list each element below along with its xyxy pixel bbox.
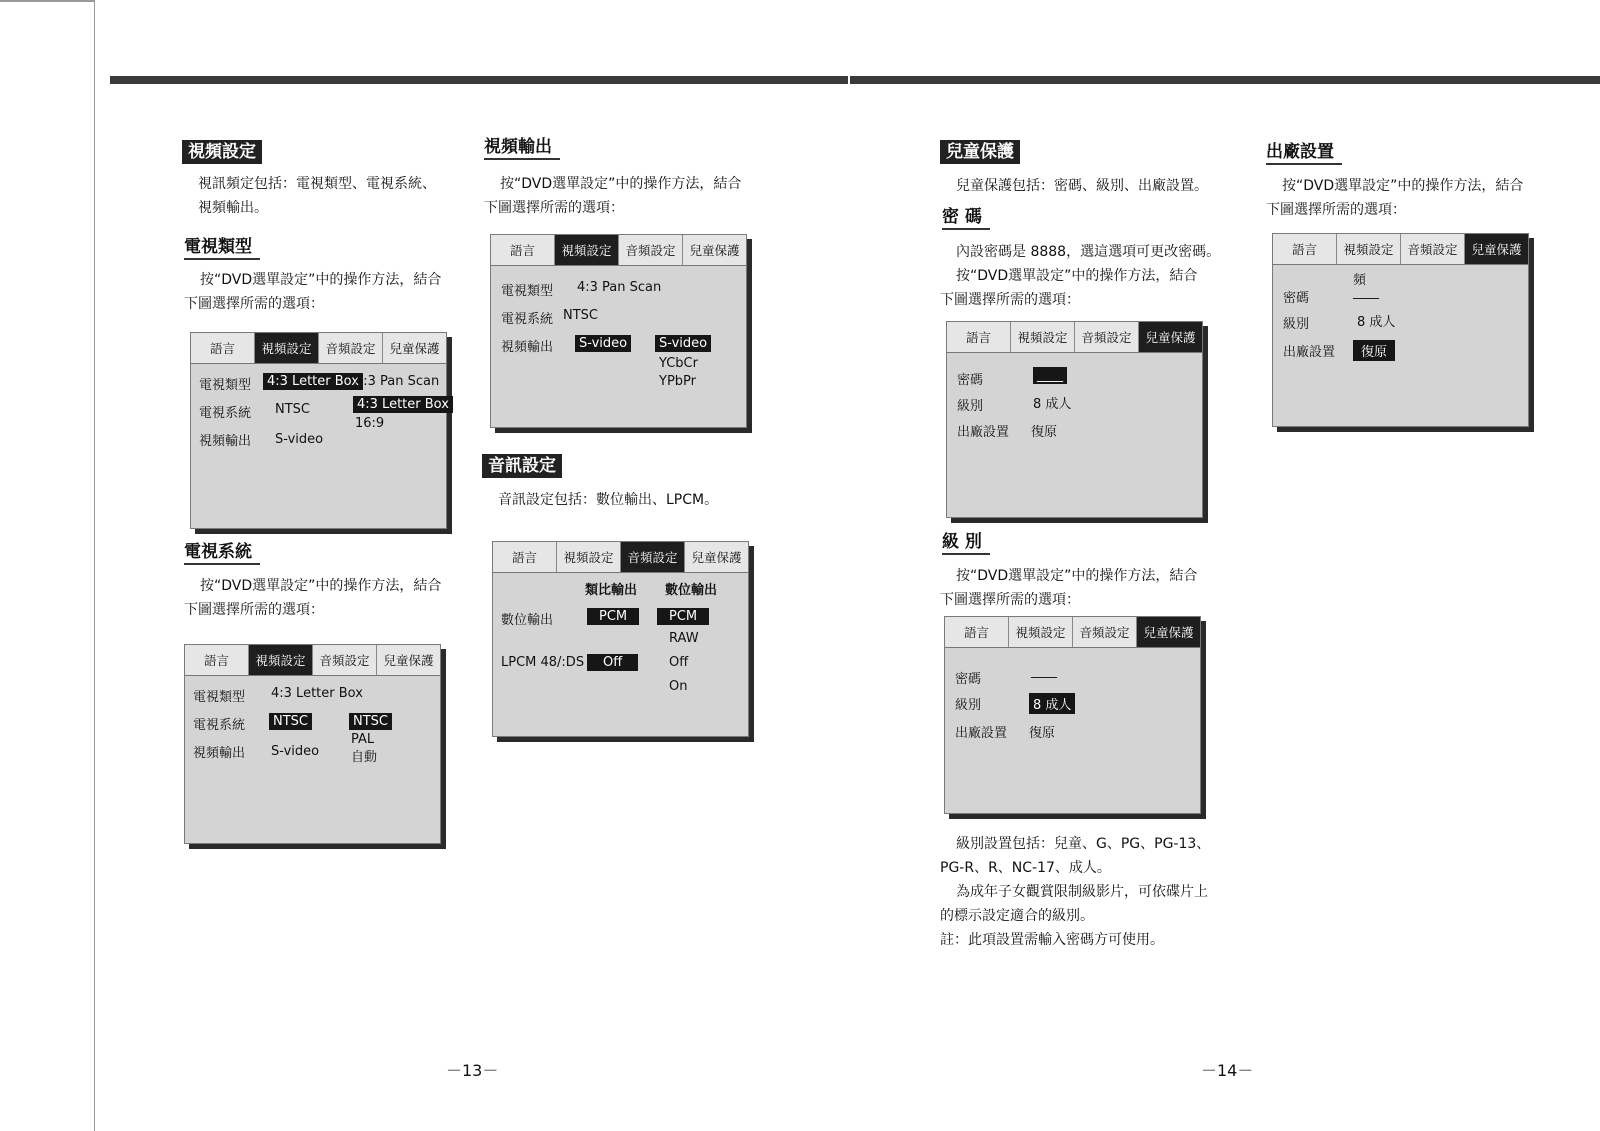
option-letter-box[interactable]: 4:3 Letter Box (353, 396, 453, 413)
row-tv-type-label: 電視類型 (199, 378, 252, 393)
tab-child-lock[interactable]: 兒童保護 (1465, 234, 1528, 264)
intro-line-1: 視訊頻定包括：電視類型、電視系統、 (198, 176, 436, 192)
tab-audio-settings[interactable]: 音頻設定 (621, 542, 685, 572)
option-on[interactable]: On (669, 679, 688, 694)
row-tv-system-value[interactable]: NTSC (275, 402, 310, 417)
note-line-1: 級別設置包括：兒童、G、PG、PG-13、 (956, 836, 1211, 852)
video-output-instructions (484, 172, 741, 220)
option-ypbpr[interactable]: YPbPr (659, 374, 696, 389)
tab-language[interactable]: 語言 (491, 235, 555, 265)
page-number-13: －13－ (446, 1061, 499, 1080)
row-tv-type-label: 電視類型 (501, 284, 554, 299)
tab-video-settings[interactable]: 視頻設定 (1009, 617, 1073, 647)
heading-factory-reset: 出廠設置 (1266, 141, 1342, 165)
page-split-gap (848, 74, 850, 86)
option-ycbcr[interactable]: YCbCr (659, 356, 698, 371)
rating-instructions (940, 564, 1197, 612)
child-lock-intro: 兒童保護包括：密碼、級別、出廠設置。 (956, 178, 1208, 194)
row-password-label: 密碼 (957, 373, 984, 388)
row-digital-output-value[interactable]: PCM (587, 608, 639, 625)
menu-tabs (191, 333, 446, 364)
instruction-line-1: 按“DVD選單設定”中的操作方法，結合 (1282, 178, 1524, 194)
tab-language[interactable]: 語言 (945, 617, 1009, 647)
row-lpcm-value[interactable]: Off (587, 654, 638, 671)
tab-video-settings[interactable]: 視頻設定 (555, 235, 619, 265)
menu-tabs (493, 542, 748, 573)
row-tv-system-value[interactable]: NTSC (563, 308, 598, 323)
heading-video-settings: 視頻設定 (182, 140, 262, 164)
row-video-output-value[interactable]: S-video (575, 335, 631, 352)
row-factory-value[interactable]: 復原 (1353, 340, 1395, 361)
page-corner-line (0, 0, 94, 2)
instruction-line-1: 按“DVD選單設定”中的操作方法，結合 (200, 578, 442, 594)
option-s-video[interactable]: S-video (655, 335, 711, 352)
instruction-line-2: 按“DVD選單設定”中的操作方法，結合 (956, 268, 1198, 284)
instruction-line-1: 按“DVD選單設定”中的操作方法，結合 (500, 176, 742, 192)
instruction-line-2: 下圖選擇所需的選項： (484, 200, 624, 216)
menu-tabs (1273, 234, 1528, 265)
rating-menu (944, 616, 1201, 814)
option-16-9[interactable]: 16:9 (355, 416, 385, 431)
heading-rating: 級 別 (942, 531, 990, 555)
instruction-line-1: 按“DVD選單設定”中的操作方法，結合 (956, 568, 1198, 584)
menu-tabs (185, 645, 440, 676)
instruction-line-2: 下圖選擇所需的選項： (184, 602, 324, 618)
menu-tabs (491, 235, 746, 266)
heading-tv-type: 電視類型 (184, 236, 260, 260)
tab-language[interactable]: 語言 (185, 645, 249, 675)
tab-audio-settings[interactable]: 音頻設定 (1073, 617, 1137, 647)
tab-video-settings[interactable]: 視頻設定 (255, 333, 319, 363)
tab-language[interactable]: 語言 (1273, 234, 1337, 264)
row-top-value: 頻 (1353, 273, 1367, 288)
row-password-label: 密碼 (1283, 291, 1310, 306)
row-rating-label: 級別 (1283, 317, 1310, 332)
video-output-menu (490, 234, 747, 428)
audio-settings-menu (492, 541, 749, 737)
row-lpcm-label: LPCM 48/:DS (501, 655, 585, 670)
tab-audio-settings[interactable]: 音頻設定 (1401, 234, 1465, 264)
tab-child-lock[interactable]: 兒童保護 (389, 341, 440, 356)
menu-tabs (945, 617, 1200, 648)
tab-child-lock[interactable]: 兒童保護 (1139, 322, 1202, 352)
tv-system-instructions (184, 574, 441, 622)
tab-video-settings[interactable]: 視頻設定 (1011, 322, 1075, 352)
password-menu (946, 321, 1203, 518)
row-tv-system-label: 電視系統 (199, 406, 252, 421)
instruction-line-2: 下圖選擇所需的選項： (940, 592, 1080, 608)
column-analog-output: 類比輸出 (585, 583, 638, 598)
option-off[interactable]: Off (669, 655, 689, 670)
video-settings-intro (198, 172, 436, 220)
factory-menu (1272, 233, 1529, 427)
instruction-line-3: 下圖選擇所需的選項： (940, 292, 1080, 308)
row-password-value[interactable]: ____ (1033, 367, 1067, 384)
tab-video-settings[interactable]: 視頻設定 (249, 645, 313, 675)
tab-language[interactable]: 語言 (191, 333, 255, 363)
audio-settings-intro: 音訊設定包括：數位輸出、LPCM。 (498, 492, 719, 508)
tab-child-lock[interactable]: 兒童保護 (1137, 617, 1200, 647)
option-pal[interactable]: PAL (351, 732, 375, 747)
row-video-output-label: 視頻輸出 (193, 746, 246, 761)
row-tv-system-label: 電視系統 (193, 718, 246, 733)
heading-video-output: 視頻輸出 (484, 136, 560, 160)
heading-password: 密 碼 (942, 206, 990, 230)
row-tv-system-label: 電視系統 (501, 312, 554, 327)
row-rating-value[interactable]: 8 成人 (1357, 315, 1396, 330)
heading-audio-settings: 音訊設定 (482, 454, 562, 478)
row-factory-value[interactable]: 復原 (1029, 726, 1056, 741)
tab-audio-settings[interactable]: 音頻設定 (313, 645, 377, 675)
option-pan-scan[interactable]: 4:3 Pan Scan (355, 374, 440, 389)
row-tv-system-value[interactable]: NTSC (269, 713, 312, 730)
tv-type-menu (190, 332, 447, 529)
row-video-output-label: 視頻輸出 (199, 434, 252, 449)
tab-child-lock[interactable]: 兒童保護 (383, 653, 434, 668)
row-factory-label: 出廠設置 (957, 425, 1010, 440)
tab-audio-settings[interactable]: 音頻設定 (1075, 322, 1139, 352)
tv-system-menu (184, 644, 441, 844)
row-rating-value[interactable]: 8 成人 (1029, 693, 1075, 714)
row-factory-value[interactable]: 復原 (1031, 425, 1058, 440)
instruction-line-1: 按“DVD選單設定”中的操作方法，結合 (200, 272, 442, 288)
row-password-label: 密碼 (955, 672, 982, 687)
tab-child-lock[interactable]: 兒童保護 (689, 243, 740, 258)
row-video-output-value[interactable]: S-video (271, 744, 320, 759)
row-tv-type-label: 電視類型 (193, 690, 246, 705)
tab-language[interactable]: 語言 (947, 322, 1011, 352)
row-video-output-value[interactable]: S-video (275, 432, 324, 447)
option-raw[interactable]: RAW (669, 631, 699, 646)
tab-audio-settings[interactable]: 音頻設定 (619, 235, 683, 265)
factory-instructions (1266, 174, 1523, 222)
row-digital-output-label: 數位輸出 (501, 613, 554, 628)
row-tv-type-value[interactable]: 4:3 Pan Scan (577, 280, 662, 295)
heading-tv-system: 電視系統 (184, 541, 260, 565)
tab-audio-settings[interactable]: 音頻設定 (319, 333, 383, 363)
note-line-2: PG-R、R、NC-17、成人。 (940, 860, 1111, 876)
binding-edge-line (94, 0, 95, 1131)
note-line-3: 為成年子女觀賞限制級影片，可依碟片上 (956, 884, 1208, 900)
row-factory-label: 出廠設置 (1283, 345, 1336, 360)
intro-line-2: 視頻輸出。 (198, 200, 268, 216)
heading-child-lock: 兒童保護 (940, 140, 1020, 164)
header-rule (110, 76, 1600, 84)
row-password-value[interactable]: ____ (1353, 285, 1379, 300)
row-factory-label: 出廠設置 (955, 726, 1008, 741)
row-rating-label: 級別 (955, 698, 982, 713)
tab-language[interactable]: 語言 (493, 542, 557, 572)
note-line-5: 註：此項設置需輸入密碼方可使用。 (940, 932, 1164, 948)
instruction-line-1: 內設密碼是 8888，選這選項可更改密碼。 (956, 244, 1221, 260)
instruction-line-2: 下圖選擇所需的選項： (1266, 202, 1406, 218)
row-tv-type-value[interactable]: 4:3 Letter Box (263, 373, 363, 390)
tab-child-lock[interactable]: 兒童保護 (691, 550, 742, 565)
option-ntsc[interactable]: NTSC (349, 713, 392, 730)
password-instructions (940, 240, 1220, 312)
page-number-14: －14－ (1201, 1061, 1254, 1080)
row-password-value[interactable]: ____ (1031, 664, 1057, 679)
tab-video-settings[interactable]: 視頻設定 (557, 542, 621, 572)
menu-tabs (947, 322, 1202, 353)
row-rating-label: 級別 (957, 399, 984, 414)
row-video-output-label: 視頻輸出 (501, 340, 554, 355)
column-digital-output: 數位輸出 (665, 583, 718, 598)
tab-video-settings[interactable]: 視頻設定 (1337, 234, 1401, 264)
rating-notes (940, 832, 1210, 952)
tv-type-instructions (184, 268, 441, 316)
note-line-4: 的標示設定適合的級別。 (940, 908, 1094, 924)
option-auto[interactable]: 自動 (351, 750, 378, 765)
row-rating-value[interactable]: 8 成人 (1033, 397, 1072, 412)
option-pcm[interactable]: PCM (657, 608, 709, 625)
row-tv-type-value[interactable]: 4:3 Letter Box (271, 686, 363, 701)
instruction-line-2: 下圖選擇所需的選項： (184, 296, 324, 312)
